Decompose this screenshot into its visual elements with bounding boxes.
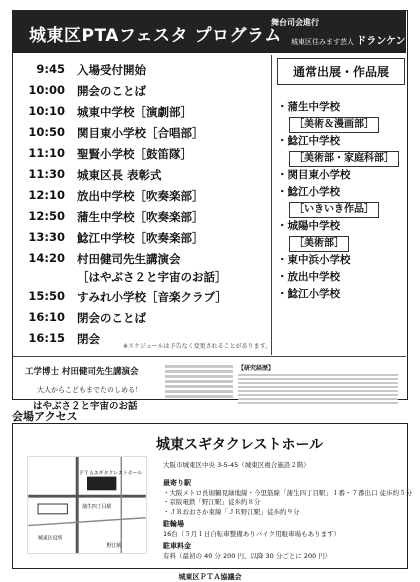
schedule-note: ※スケジュールは予告なく変更されることがあります。	[123, 343, 272, 350]
access-box	[12, 423, 413, 569]
header-bar	[13, 11, 406, 53]
program-time: 15:50	[28, 289, 65, 303]
exhibit-item	[277, 133, 405, 167]
exhibit-name: ・鯰江小学校	[277, 186, 340, 198]
page-title: 城東区PTAフェスタ プログラム	[29, 26, 282, 46]
exhibit-name: ・関目東小学校	[277, 169, 351, 181]
program-time: 10:10	[28, 104, 65, 118]
venue-name: 城東スギタクレストホール	[156, 437, 324, 453]
program-time: 14:20	[28, 251, 65, 265]
special-guest-name: ドランケン	[356, 36, 406, 47]
program-event: 入場受付開始	[77, 63, 146, 77]
special-guest-role: 舞台司会進行	[271, 18, 319, 27]
transport-line: ・大阪メトロ長堀鶴見緑地線・今里筋線「蒲生四丁目駅」１番・７番出口 徒歩約５分	[163, 488, 413, 497]
column-divider	[271, 55, 272, 355]
program-time: 12:50	[28, 209, 65, 223]
career-heading: 【研究経歴】	[238, 365, 275, 372]
exhibit-category: ［美術部］	[289, 236, 349, 252]
exhibit-item	[277, 252, 405, 269]
program-time: 12:10	[28, 188, 65, 202]
program-event: 閉会のことば	[77, 311, 146, 325]
program-event: 聖賢小学校［鼓笛隊］	[77, 147, 192, 161]
lecture-title: 工学博士 村田健司先生講演会	[25, 367, 139, 377]
special-guest	[291, 32, 406, 47]
exhibit-item	[277, 218, 405, 252]
program-row	[27, 228, 277, 249]
transport-line: ・ＪＲおおさか東線「ＪＲ野江駅」徒歩約９分	[163, 507, 300, 516]
exhibit-category: ［美術＆漫画部］	[289, 117, 379, 133]
exhibits-heading: 通常出展・作品展	[277, 58, 405, 85]
map-label-4: 野江駅	[106, 543, 122, 550]
program-row	[27, 287, 277, 308]
exhibit-name: ・鯰江小学校	[277, 288, 340, 300]
access-map	[27, 456, 147, 554]
lecture-box	[25, 365, 165, 412]
access-info	[163, 476, 413, 561]
map-building	[38, 504, 67, 514]
program-time: 16:10	[28, 310, 65, 324]
program-row	[27, 249, 277, 287]
program-row	[27, 60, 277, 81]
exhibit-category: ［いきいき作品］	[289, 202, 379, 218]
program-time: 11:30	[28, 167, 65, 181]
program-event: 閉会	[77, 332, 100, 346]
program-list	[27, 60, 277, 350]
venue-marker	[87, 477, 116, 491]
program-time: 16:15	[28, 331, 65, 345]
program-time: 9:45	[36, 62, 65, 76]
exhibit-name: ・蒲生中学校	[277, 101, 340, 113]
program-row	[27, 123, 277, 144]
program-event: すみれ小学校［音楽クラブ］	[77, 290, 227, 304]
venue-address: 大阪市城東区中央 3-5-45（城東区複合施設２階）	[163, 461, 310, 469]
program-row	[27, 207, 277, 228]
car-label: 駐車料金	[163, 542, 191, 550]
car-info: 有料（最初の 40 分 200 円、以降 30 分ごとに 200 円）	[163, 551, 332, 560]
map-label-2: ＰＴＡスギタクレストホール	[79, 470, 143, 477]
transport-label: 最寄り駅	[163, 479, 191, 487]
map-rail	[28, 518, 146, 526]
exhibits-list	[277, 99, 405, 303]
program-time: 10:50	[28, 125, 65, 139]
program-event-detail: ［はやぶさ２と宇宙のお話］	[77, 270, 227, 284]
program-time: 11:10	[28, 146, 65, 160]
program-row	[27, 144, 277, 165]
program-row	[27, 81, 277, 102]
exhibit-item	[277, 99, 405, 133]
program-row	[27, 165, 277, 186]
program-event: 鯰江中学校［吹奏楽部］	[77, 231, 204, 245]
program-frame	[12, 10, 408, 412]
career-history	[238, 363, 398, 404]
program-time: 13:30	[28, 230, 65, 244]
map-label-1: 城東区役所	[38, 535, 63, 542]
lecture-tagline: 大人からこどもまでたのしめる！	[37, 386, 142, 394]
lecture-topic: はやぶさ２と宇宙のお話	[33, 401, 138, 412]
exhibit-category: ［美術部・家庭科部］	[289, 151, 399, 167]
section-divider	[13, 356, 406, 357]
exhibit-name: ・鯰江中学校	[277, 135, 340, 147]
access-heading: 会場アクセス	[12, 410, 78, 423]
program-event: 村田健司先生講演会	[77, 252, 181, 266]
exhibit-name: ・放出中学校	[277, 271, 340, 283]
bike-info: 16台（５月１日自転車整備ありバイク用駐車場もあります）	[163, 529, 341, 538]
footer-organizer: 城東区ＰＴＡ協議会	[178, 573, 242, 581]
map-label-3: 蒲生四丁目駅	[82, 503, 112, 510]
program-row	[27, 308, 277, 329]
program-event: 城東中学校［演劇部］	[77, 105, 192, 119]
program-event: 開会のことば	[77, 84, 146, 98]
transport-line: ・京阪電鉄「野江駅」徒歩約８分	[163, 498, 261, 506]
exhibit-name: ・東中浜小学校	[277, 254, 351, 266]
program-event: 蒲生中学校［吹奏楽部］	[77, 210, 204, 224]
program-event: 放出中学校［吹奏楽部］	[77, 189, 204, 203]
exhibits-panel	[277, 58, 405, 303]
exhibit-item	[277, 167, 405, 184]
bike-label: 駐輪場	[163, 520, 184, 528]
exhibit-item	[277, 184, 405, 218]
program-row	[27, 102, 277, 123]
special-guest-prefix: 城東区住みます芸人	[291, 38, 354, 46]
lecture-description-text	[165, 363, 233, 399]
program-event: 城東区長 表彰式	[77, 168, 162, 182]
exhibit-name: ・城陽中学校	[277, 220, 340, 232]
program-row	[27, 186, 277, 207]
program-event: 関目東小学校［合唱部］	[77, 126, 204, 140]
exhibit-item	[277, 269, 405, 286]
program-time: 10:00	[28, 83, 65, 97]
exhibit-item	[277, 286, 405, 303]
